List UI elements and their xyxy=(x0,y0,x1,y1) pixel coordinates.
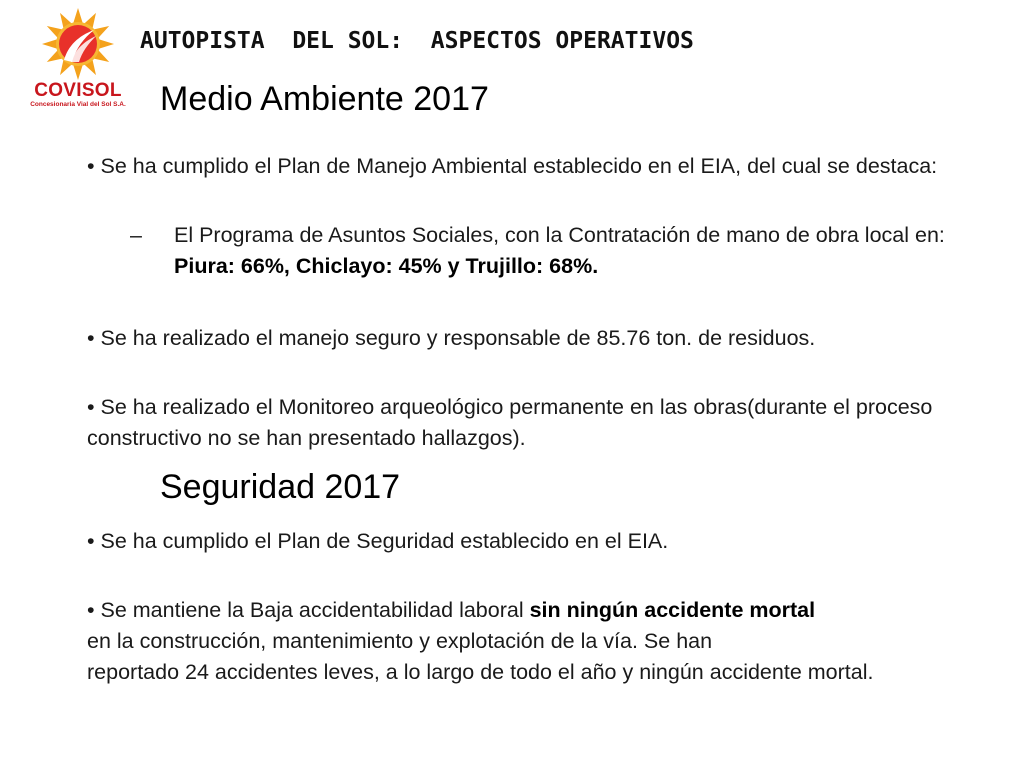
medio-ambiente-sub-bullet xyxy=(130,220,960,282)
logo-name: COVISOL xyxy=(34,80,122,101)
medio-ambiente-bullet-2: • Se ha realizado el manejo seguro y responsable de 85.76 ton. de residuos. xyxy=(87,326,816,350)
seguridad-bullet-2-line2: en la construcción, mantenimiento y explotación de la vía. Se han xyxy=(87,629,713,653)
sub-bullet-text xyxy=(130,220,960,282)
medio-ambiente-title: Medio Ambiente 2017 xyxy=(160,80,489,118)
sub-bullet-dash: ‒ xyxy=(130,223,142,247)
sun-road-logo-icon xyxy=(38,6,118,82)
seguridad-bullet-1: • Se ha cumplido el Plan de Seguridad establecido en el EIA. xyxy=(87,529,669,553)
medio-ambiente-bullet-3: • Se ha realizado el Monitoreo arqueológico permanente en las obras(durante el proceso constructivo no se han presentado hallazgos). xyxy=(87,395,933,450)
sub-bullet-plain: El Programa de Asuntos Sociales, con la Contratación de mano de obra local en: xyxy=(174,223,945,247)
seguridad-bullet-2 xyxy=(87,595,967,688)
sub-bullet-bold: Piura: 66%, Chiclayo: 45% y Trujillo: 68%. xyxy=(174,254,599,278)
covisol-logo xyxy=(28,6,128,114)
seguridad-bullet-2-rest: reportado 24 accidentes leves, a lo largo de todo el año y ningún accidente mortal. xyxy=(87,660,874,684)
logo-subtitle: Concesionaria Vial del Sol S.A. xyxy=(30,101,126,108)
seguridad-title: Seguridad 2017 xyxy=(160,468,401,506)
seguridad-bullet-2-start: • Se mantiene la Baja accidentabilidad laboral xyxy=(87,598,530,622)
medio-ambiente-bullet-1: • Se ha cumplido el Plan de Manejo Ambiental establecido en el EIA, del cual se destaca: xyxy=(87,154,938,178)
header-title: AUTOPISTA DEL SOL: ASPECTOS OPERATIVOS xyxy=(140,28,694,54)
seguridad-bullet-2-bold: sin ningún accidente mortal xyxy=(529,598,816,622)
